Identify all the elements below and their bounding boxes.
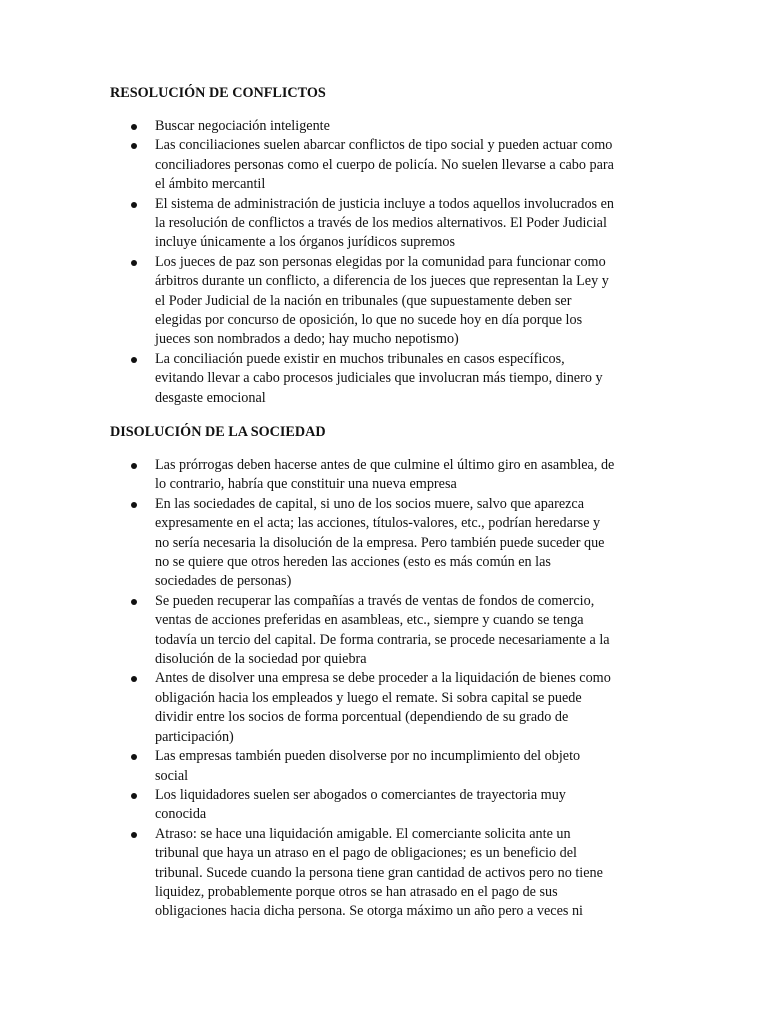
list-item: Las empresas también pueden disolverse por no incumplimiento del objeto social <box>110 747 670 786</box>
list-item: Atraso: se hace una liquidación amigable. El comerciante solicita ante un tribunal que haya un atraso en el pago de obligaciones; es un beneficio del tribunal. Sucede cuando la persona tiene gran cantidad de activos pero no tiene liquidez, probablemente porque otros se han atrasado en el pago de sus obligaciones hacia dicha persona. Se otorga máximo un año pero a veces ni <box>110 825 670 922</box>
section-heading-disolucion-sociedad: DISOLUCIÓN DE LA SOCIEDAD <box>110 424 326 440</box>
list-item: Los liquidadores suelen ser abogados o comerciantes de trayectoria muy conocida <box>110 786 670 825</box>
bullet-list-disolucion-sociedad <box>110 456 670 922</box>
list-item: Se pueden recuperar las compañías a través de ventas de fondos de comercio, ventas de acciones preferidas en asambleas, etc., siempre y cuando se tenga todavía un tercio del capital. De forma contraria, se procede necesariamente a la disolución de la sociedad por quiebra <box>110 592 670 670</box>
list-item: Los jueces de paz son personas elegidas por la comunidad para funcionar como árbitros durante un conflicto, a diferencia de los jueces que representan la Ley y el Poder Judicial de la nación en tribunales (que supuestamente deben ser elegidas por concurso de oposición, lo que no sucede hoy en día porque los jueces son nombrados a dedo; hay mucho nepotismo) <box>110 253 670 350</box>
section-heading-resolucion-conflictos: RESOLUCIÓN DE CONFLICTOS <box>110 85 326 101</box>
list-item: Las prórrogas deben hacerse antes de que culmine el último giro en asamblea, de lo contrario, habría que constituir una nueva empresa <box>110 456 670 495</box>
list-item: Buscar negociación inteligente <box>110 117 670 136</box>
bullet-list-resolucion-conflictos <box>110 117 670 408</box>
list-item: En las sociedades de capital, si uno de los socios muere, salvo que aparezca expresamente en el acta; las acciones, títulos-valores, etc., podrían heredarse y no sería necesaria la disolución de la empresa. Pero también puede suceder que no se quiere que otros hereden las acciones (esto es más común en las sociedades de personas) <box>110 495 670 592</box>
list-item: La conciliación puede existir en muchos tribunales en casos específicos, evitando llevar a cabo procesos judiciales que involucran más tiempo, dinero y desgaste emocional <box>110 350 670 408</box>
list-item: Las conciliaciones suelen abarcar conflictos de tipo social y pueden actuar como conciliadores personas como el cuerpo de policía. No suelen llevarse a cabo para el ámbito mercantil <box>110 136 670 194</box>
list-item: El sistema de administración de justicia incluye a todos aquellos involucrados en la resolución de conflictos a través de los medios alternativos. El Poder Judicial incluye únicamente a los órganos jurídicos supremos <box>110 195 670 253</box>
list-item: Antes de disolver una empresa se debe proceder a la liquidación de bienes como obligación hacia los empleados y luego el remate. Si sobra capital se puede dividir entre los socios de forma porcentual (dependiendo de su grado de participación) <box>110 669 670 747</box>
